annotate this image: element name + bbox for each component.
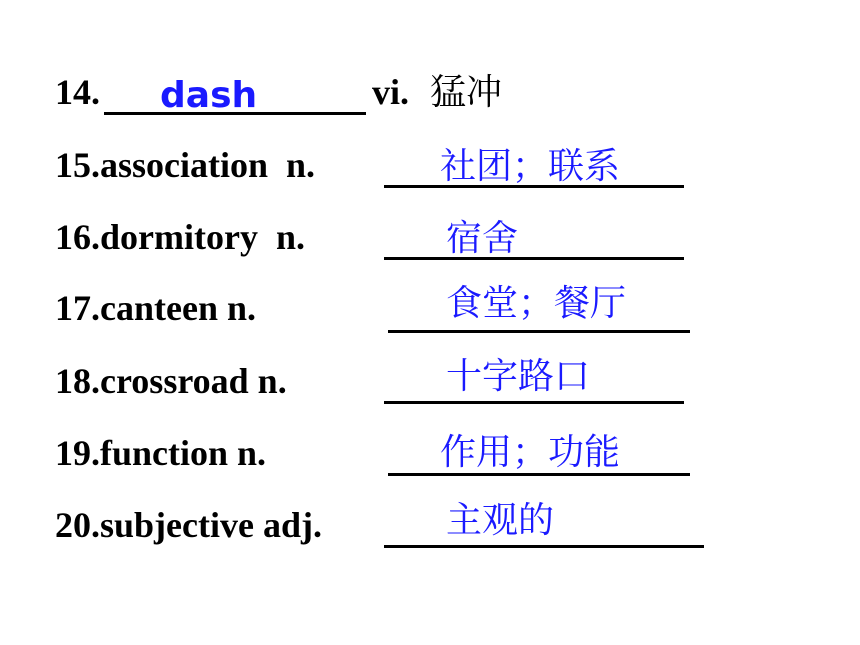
answer-blank bbox=[384, 257, 684, 260]
vocab-row-18 bbox=[0, 356, 860, 421]
term-label: 20.subjective adj. bbox=[55, 505, 322, 545]
answer-text: 主观的 bbox=[446, 500, 555, 541]
answer-blank bbox=[388, 330, 690, 333]
term-label: 19.function n. bbox=[55, 433, 267, 473]
term-label: 18.crossroad n. bbox=[55, 361, 287, 401]
vocab-row-16 bbox=[0, 217, 860, 277]
part-of-speech: vi. bbox=[372, 72, 410, 112]
answer-text: 作用；功能 bbox=[440, 432, 621, 473]
term-label: 15.association n. bbox=[55, 145, 316, 185]
vocab-row-20 bbox=[0, 500, 860, 565]
answer-text: 宿舍 bbox=[446, 218, 519, 259]
definition-cn: 猛冲 bbox=[430, 72, 503, 113]
term-label: 17.canteen n. bbox=[55, 288, 256, 328]
vocab-row-14 bbox=[0, 72, 860, 132]
answer-text: dash bbox=[160, 75, 258, 116]
answer-blank bbox=[384, 545, 704, 548]
vocab-row-17 bbox=[0, 283, 860, 348]
answer-blank bbox=[384, 401, 684, 404]
term-label: 14. bbox=[55, 72, 100, 112]
vocab-row-15 bbox=[0, 145, 860, 205]
answer-text: 食堂；餐厅 bbox=[446, 283, 627, 324]
term-label: 16.dormitory n. bbox=[55, 217, 305, 257]
vocab-row-19 bbox=[0, 433, 860, 493]
answer-text: 十字路口 bbox=[446, 356, 591, 397]
answer-blank bbox=[388, 473, 690, 476]
answer-text: 社团；联系 bbox=[440, 146, 621, 187]
